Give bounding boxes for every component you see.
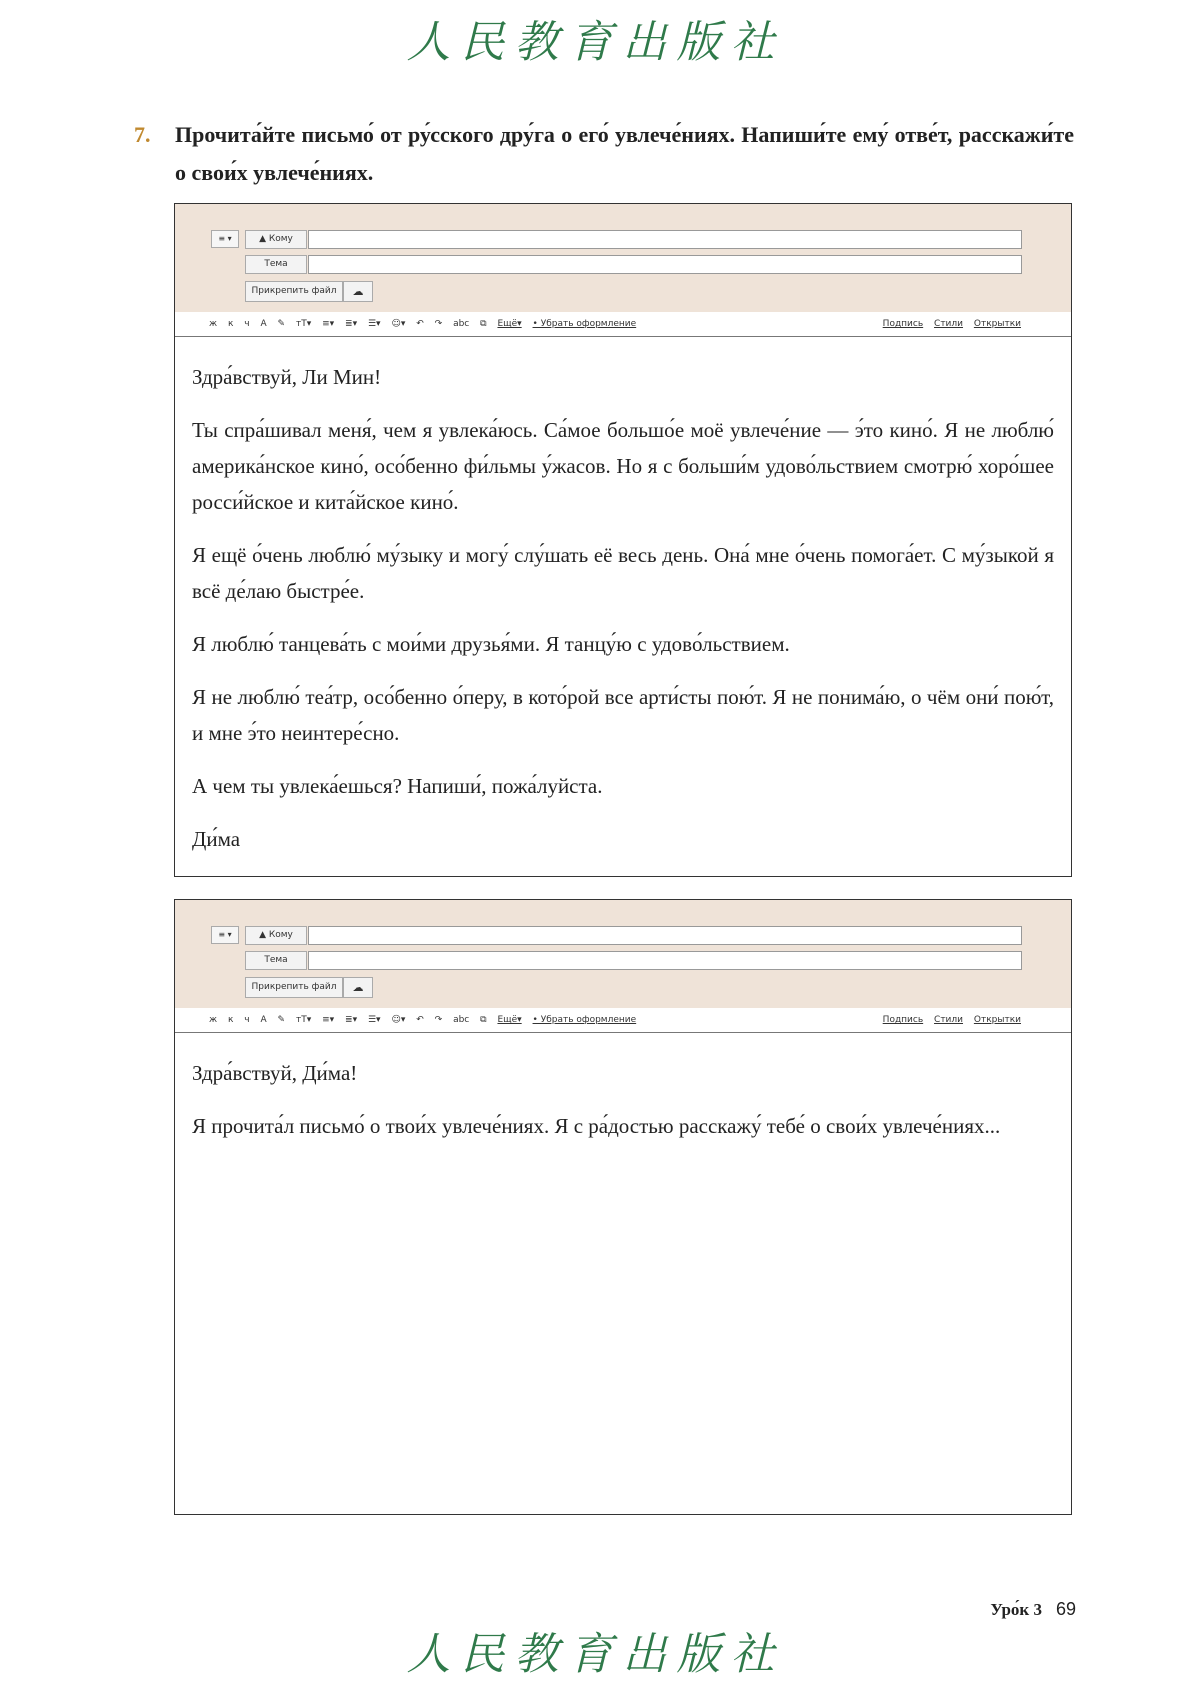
list-icon[interactable]: ☰▾ [367,1015,381,1025]
task-instruction [134,116,1074,192]
lesson-label: Уро́к 3 [990,1600,1042,1619]
subject-input[interactable] [308,255,1022,274]
cards-link[interactable]: Открытки [973,319,1021,329]
page-footer [900,1599,1076,1620]
align-icon[interactable]: ≡▾ [322,1015,335,1025]
highlight-icon[interactable]: ✎ [277,319,286,329]
text-color-icon[interactable]: A [260,319,267,329]
attach-file-button[interactable]: Прикрепить файл [245,281,343,302]
translate-icon[interactable]: ⧉ [480,319,487,329]
page-number: 69 [1055,1599,1076,1619]
emoji-icon[interactable]: ☺▾ [391,1015,406,1025]
highlight-icon[interactable]: ✎ [277,1015,286,1025]
letter-paragraph: Я люблю́ танцева́ть с мои́ми друзья́ми. Я танцу́ю с удово́льствием. [192,632,790,656]
underline-button[interactable]: ч [244,319,250,329]
format-menu-button[interactable]: ≡ ▾ [211,230,239,248]
styles-link[interactable]: Стили [934,319,964,329]
subject-label: Тема [245,951,307,970]
font-size-icon[interactable]: тТ▾ [295,319,312,329]
cloud-icon[interactable]: ☁ [343,281,373,302]
email-header [175,204,1071,312]
indent-icon[interactable]: ≣▾ [345,319,358,329]
reply-greeting: Здра́вствуй, Ди́ма! [192,1061,358,1085]
letter-paragraph: Я ещё о́чень люблю́ му́зыку и могу́ слу́шать её весь день. Она́ мне о́чень помога́ет. С му́зыкой я всё де́лаю быстре́е. [192,543,1054,603]
undo-icon[interactable]: ↶ [416,1015,424,1025]
subject-label: Тема [245,255,307,274]
email-body[interactable] [175,337,1071,857]
bold-button[interactable]: ж [209,1015,218,1025]
task-number: 7. [134,122,151,147]
email-compose-reply [174,899,1072,1515]
underline-button[interactable]: ч [244,1015,250,1025]
styles-link[interactable]: Стили [934,1015,964,1025]
redo-icon[interactable]: ↷ [434,319,443,329]
to-input[interactable] [308,926,1022,945]
signature-link[interactable]: Подпись [882,1015,924,1025]
clear-formatting-button[interactable]: • Убрать оформление [532,1015,637,1025]
more-menu-button[interactable]: Ещё▾ [497,1015,522,1025]
italic-button[interactable]: к [227,1015,234,1025]
italic-button[interactable]: к [227,319,234,329]
signature-link[interactable]: Подпись [882,319,924,329]
to-label-button[interactable]: ▲ Кому [245,230,307,249]
to-label-button[interactable]: ▲ Кому [245,926,307,945]
emoji-icon[interactable]: ☺▾ [391,319,406,329]
letter-greeting: Здра́вствуй, Ли Мин! [192,365,382,389]
bold-button[interactable]: ж [209,319,218,329]
undo-icon[interactable]: ↶ [416,319,424,329]
list-icon[interactable]: ☰▾ [367,319,381,329]
translate-icon[interactable]: ⧉ [480,1015,487,1025]
reply-paragraph: Я прочита́л письмо́ о твои́х увлече́ниях. Я с ра́достью расскажу́ тебе́ о свои́х увлече́ниях... [192,1114,1001,1138]
to-input[interactable] [308,230,1022,249]
subject-input[interactable] [308,951,1022,970]
attach-file-button[interactable]: Прикрепить файл [245,977,343,998]
text-color-icon[interactable]: A [260,1015,267,1025]
cards-link[interactable]: Открытки [973,1015,1021,1025]
align-icon[interactable]: ≡▾ [322,319,335,329]
cloud-icon[interactable]: ☁ [343,977,373,998]
email-compose-friend-letter [174,203,1072,877]
formatting-toolbar [175,1008,1071,1033]
clear-formatting-button[interactable]: • Убрать оформление [532,319,637,329]
font-size-icon[interactable]: тТ▾ [295,1015,312,1025]
email-body[interactable] [175,1033,1071,1144]
publisher-logo-bottom: 人民教育出版社 [406,1629,785,1680]
letter-paragraph: Я не люблю́ теа́тр, осо́бенно о́перу, в кото́рой все арти́сты пою́т. Я не понима́ю, о чём они́ пою́т, и мне э́то неинтере́сно. [192,685,1054,745]
spellcheck-icon[interactable]: abc [453,319,470,329]
letter-paragraph: Ты спра́шивал меня́, чем я увлека́юсь. Са́мое большо́е моё увлече́ние — э́то кино́. Я не люблю́ америка́нское кино́, осо́бенно фи́льмы у́жасов. Но я с больши́м удово́льствием смотрю́ хоро́шее росси́йское и кита́йское кино́. [192,418,1054,514]
more-menu-button[interactable]: Ещё▾ [497,319,522,329]
spellcheck-icon[interactable]: abc [453,1015,470,1025]
email-header [175,900,1071,1008]
task-text: Прочита́йте письмо́ от ру́сского дру́га о его́ увлече́ниях. Напиши́те ему́ отве́т, расскажи́те о свои́х увлече́ниях. [175,122,1074,185]
letter-signature: Ди́ма [192,827,241,851]
letter-paragraph: А чем ты увлека́ешься? Напиши́, пожа́луйста. [192,774,603,798]
redo-icon[interactable]: ↷ [434,1015,443,1025]
indent-icon[interactable]: ≣▾ [345,1015,358,1025]
publisher-logo-top: 人民教育出版社 [406,17,785,68]
format-menu-button[interactable]: ≡ ▾ [211,926,239,944]
formatting-toolbar [175,312,1071,337]
